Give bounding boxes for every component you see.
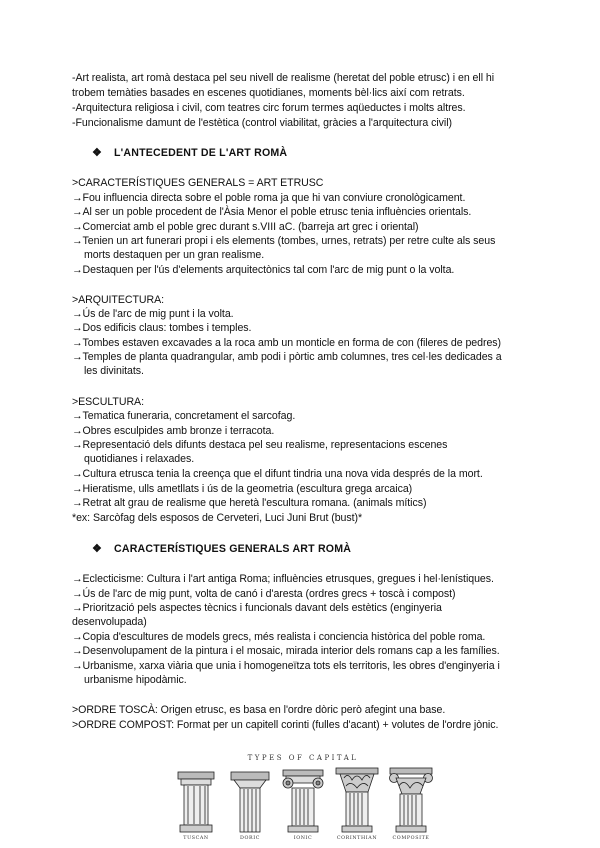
list-item: →Ús de l'arc de mig punt i la volta. [72, 308, 234, 320]
list-item: →Tenien un art funerari propi i els elements (tombes, urnes, retrats) per retre culte als seus [72, 235, 496, 247]
list-item: →Obres esculpides amb bronze i terracota. [72, 425, 275, 437]
heading-text: L'ANTECEDENT DE L'ART ROMÀ [114, 147, 288, 159]
corinthian-capital-icon [336, 768, 378, 832]
intro-line: -Arquitectura religiosa i civil, com teatres circ forum termes aqüeductes i molts altres. [72, 102, 466, 114]
list-item: →Eclecticisme: Cultura i l'art antiga Roma; influències etrusques, gregues i hel·lenístiques. [72, 573, 494, 585]
list-item: →Desenvolupament de la pintura i el mosaic, mirada interior dels romans cap a les famílies. [72, 645, 500, 657]
composite-capital-icon [390, 768, 433, 832]
intro-line: -Art realista, art romà destaca pel seu nivell de realisme (heretat del poble etrusc) i en ell hi [72, 72, 495, 84]
capital-types-illustration [168, 748, 438, 844]
list-item: →Urbanisme, xarxa viària que unia i homogeneïtza tots els territoris, les obres d'enginyeria i [72, 660, 500, 672]
list-item-continuation: urbanisme hipodàmic. [84, 674, 187, 686]
list-item: →Al ser un poble procedent de l'Àsia Menor el poble etrusc tenia influències orientals. [72, 206, 472, 218]
list-item: →Tombes estaven excavades a la roca amb un monticle en forma de con (fileres de pedres) [72, 337, 502, 349]
list-item: →Copia d'escultures de models grecs, més realista i conciencia històrica del poble roma. [72, 631, 486, 643]
list-item: →Representació dels difunts destaca pel seu realisme, representacions escenes [72, 439, 448, 451]
capital-label: IONIC [293, 836, 313, 841]
section-heading-art-roma [92, 542, 351, 555]
list-item: →Priorització pels aspectes tècnics i funcionals davant dels estètics (enginyeria [72, 602, 442, 614]
intro-line: trobem temàties basades en escenes quotidianes, moments bèl·lics així com retrats. [72, 87, 465, 99]
capital-label: CORINTHIAN [336, 836, 378, 841]
list-item: →Destaquen per l'ús d'elements arquitectònics tal com l'arc de mig punt o la volta. [72, 264, 455, 276]
list-item: →Tematica funeraria, concretament el sarcofag. [72, 410, 296, 422]
subsection-title: >CARACTERÍSTIQUES GENERALS = ART ETRUSC [72, 177, 324, 189]
figure-title: TYPES OF CAPITAL [247, 754, 359, 762]
list-item-continuation: morts destaquen per un gran realisme. [84, 249, 265, 261]
list-item: →Comerciat amb el poble grec durant s.VIII aC. (barreja art grec i oriental) [72, 221, 419, 233]
list-item: →Hieratisme, ulls ametllats i ús de la geometria (escultura grega arcaica) [72, 483, 413, 495]
order-tuscan-text: >ORDRE TOSCÀ: Origen etrusc, es basa en l'ordre dòric però afegint una base. [72, 704, 446, 716]
capitals-drawing [168, 748, 438, 844]
list-item: →Cultura etrusca tenia la creença que el difunt tindria una nova vida després de la mort. [72, 468, 483, 480]
diamond-bullet-icon: ❖ [92, 147, 103, 159]
ionic-capital-icon [283, 770, 323, 832]
list-item: →Temples de planta quadrangular, amb podi i pòrtic amb columnes, tres cel·les dedicades a [72, 351, 502, 363]
intro-line: -Funcionalisme damunt de l'estètica (control viabilitat, gràcies a l'arquitectura civil) [72, 117, 453, 129]
subsection-title: >ESCULTURA: [72, 396, 144, 408]
example-note: *ex: Sarcòfag dels esposos de Cerveteri, Luci Juni Brut (bust)* [72, 512, 363, 524]
order-composite-text: >ORDRE COMPOST: Format per un capitell corinti (fulles d'acant) + volutes de l'ordre jònic. [72, 719, 499, 731]
list-item: →Ús de l'arc de mig punt, volta de canó i d'aresta (ordres grecs + toscà i compost) [72, 588, 456, 600]
subsection-title: >ARQUITECTURA: [72, 294, 165, 306]
list-item-continuation: quotidianes i relaxades. [84, 453, 195, 465]
list-item-continuation: les divinitats. [84, 365, 144, 377]
section-heading-antecedent [92, 146, 287, 159]
list-item: →Fou influencia directa sobre el poble roma ja que hi van conviure cronològicament. [72, 192, 466, 204]
diamond-bullet-icon: ❖ [92, 543, 103, 555]
list-item-continuation: desenvolupada) [72, 616, 147, 628]
tuscan-capital-icon [178, 772, 214, 832]
list-item: →Retrat alt grau de realisme que heretà l'escultura romana. (animals mítics) [72, 497, 427, 509]
capital-label: TUSCAN [183, 836, 209, 841]
list-item: →Dos edificis claus: tombes i temples. [72, 322, 252, 334]
capital-label: DORIC [240, 836, 260, 841]
heading-text: CARACTERÍSTIQUES GENERALS ART ROMÀ [114, 543, 352, 555]
capital-label: COMPOSITE [392, 836, 430, 841]
doric-capital-icon [231, 772, 269, 832]
